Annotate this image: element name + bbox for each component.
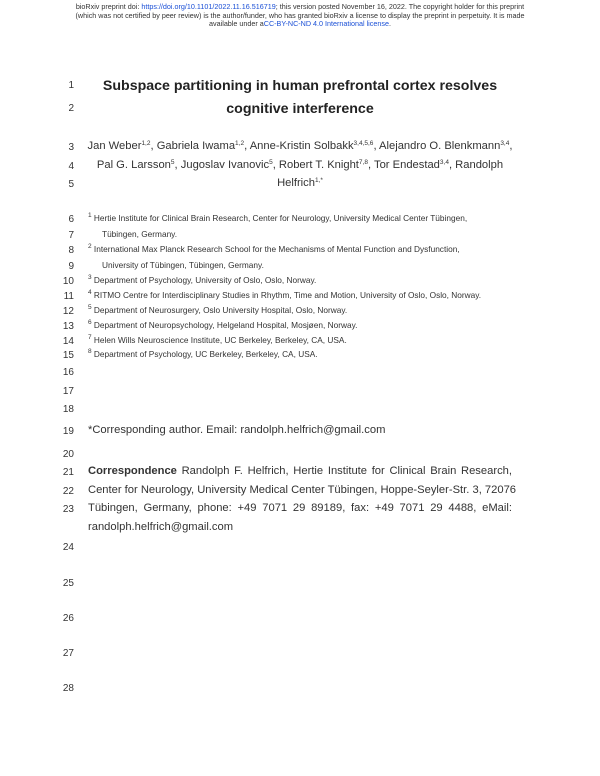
correspondence-line-3: Tübingen, Germany, phone: +49 7071 29 89189, fax: +49 7071 29 4488, eMail: [88,502,512,514]
line-number: 7 [68,230,74,241]
affiliation-number: 7 [88,334,92,341]
author-name: , Tor Endestad [367,159,440,171]
author-affiliation-marker: 1,* [314,177,323,184]
affiliation-number: 8 [88,348,92,355]
affiliation [88,290,528,300]
affiliation-text: Department of Neuropsychology, Helgeland Hospital, Mosjøen, Norway. [91,320,358,330]
line-number: 9 [68,261,74,272]
preprint-notice-text: bioRxiv preprint doi: [75,2,142,11]
affiliation-text: Department of Psychology, University of Oslo, Oslo, Norway. [91,275,317,285]
preprint-notice-text: (which was not certified by peer review) is the author/funder, who has granted bioRxiv a license to display the preprint in perpetuity. It is made [75,10,525,20]
line-number: 18 [62,404,74,415]
author-name: , Alejandro O. Blenkmann [373,140,501,152]
line-number: 28 [62,683,74,694]
line-number: 3 [68,142,74,153]
author-affiliation-marker: 5 [170,159,175,166]
line-number: 12 [62,306,74,317]
author-name: , Anne-Kristin Solbakk [244,140,354,152]
affiliation [88,244,528,254]
line-number: 16 [62,367,74,378]
author-name: , Jugoslav Ivanovic [174,159,270,171]
line-number: 8 [68,245,74,256]
affiliation [88,305,528,315]
paper-title-line-2: cognitive interference [226,101,374,117]
line-number: 14 [62,336,74,347]
line-number: 21 [62,467,74,478]
line-number: 4 [68,161,74,172]
author-list-line-1 [86,140,514,152]
line-number: 22 [62,486,74,497]
affiliation-text: Hertie Institute for Clinical Brain Research, Center for Neurology, University Medical Center Tübingen, [91,213,468,223]
preprint-notice-text: . [388,19,391,29]
license-link[interactable]: CC-BY-NC-ND 4.0 International license [263,19,389,29]
preprint-notice-text: available under a [209,19,264,29]
paper-title-line-1: Subspace partitioning in human prefrontal cortex resolves [102,78,498,94]
author-list-line-3 [86,177,514,189]
line-number: 2 [68,103,74,114]
line-number: 27 [62,648,74,659]
line-number: 24 [62,542,74,553]
affiliation-text: Department of Neurosurgery, Oslo University Hospital, Oslo, Norway. [91,305,348,315]
affiliation-continuation: University of Tübingen, Tübingen, Germany. [102,260,264,270]
author-affiliation-marker: 7,8 [358,159,368,166]
correspondence-label: Correspondence [88,465,177,477]
author-name: Helfrich [277,177,315,189]
affiliation-text: Helen Wills Neuroscience Institute, UC Berkeley, Berkeley, CA, USA. [91,335,347,345]
author-affiliation-marker: 3,4 [500,140,510,147]
affiliation [88,349,528,359]
author-separator: , [509,140,513,152]
affiliation-text: International Max Planck Research School for the Mechanisms of Mental Function and Dysfunction, [91,244,460,254]
line-number: 26 [62,613,74,624]
author-name: Pal G. Larsson [96,159,171,171]
line-number: 20 [62,449,74,460]
author-affiliation-marker: 3,4 [439,159,449,166]
line-number: 23 [62,504,74,515]
line-number: 15 [62,350,74,361]
doi-link[interactable]: https://doi.org/10.1101/2022.11.16.516719 [141,2,276,11]
correspondence-email[interactable]: randolph.helfrich@gmail.com [88,521,234,533]
author-name: , Robert T. Knight [272,159,359,171]
line-number: 17 [62,386,74,397]
line-number: 5 [68,179,74,190]
author-affiliation-marker: 1,2 [235,140,245,147]
affiliation-number: 3 [88,274,92,281]
author-name: , Randolph [448,159,504,171]
correspondence-line-2: Center for Neurology, University Medical Center Tübingen, Hoppe-Seyler-Str. 3, 72076 [88,484,517,496]
affiliation-number: 1 [88,212,92,219]
line-number: 11 [63,291,74,302]
affiliation [88,275,528,285]
preprint-notice [0,3,600,29]
affiliation-text: Department of Psychology, UC Berkeley, Berkeley, CA, USA. [91,349,318,359]
affiliation [88,213,528,223]
affiliation-number: 2 [88,243,92,250]
affiliation-text: RITMO Centre for Interdisciplinary Studies in Rhythm, Time and Motion, University of Oslo, Oslo, Norway. [91,290,482,300]
line-number: 10 [62,276,74,287]
line-number: 19 [62,426,74,437]
correspondence-line-1 [88,465,512,477]
correspondence-text: Randolph F. Helfrich, Hertie Institute for Clinical Brain Research, [176,465,512,477]
affiliation [88,335,528,345]
corresponding-author-note: *Corresponding author. Email: randolph.helfrich@gmail.com [88,424,386,436]
author-name: , Gabriela Iwama [150,140,236,152]
line-number: 13 [62,321,74,332]
author-affiliation-marker: 3,4,5,6 [353,140,374,147]
affiliation-number: 4 [88,289,92,296]
affiliation-number: 6 [88,319,92,326]
author-affiliation-marker: 1,2 [141,140,151,147]
affiliation [88,320,528,330]
author-name: Jan Weber [87,140,142,152]
preprint-notice-text: ; this version posted November 16, 2022. The copyright holder for this preprint [275,2,525,11]
line-number: 6 [68,214,74,225]
affiliation-number: 5 [88,304,92,311]
line-number: 1 [68,80,74,91]
line-number: 25 [62,578,74,589]
author-list-line-2 [86,159,514,171]
author-affiliation-marker: 5 [269,159,273,166]
affiliation-continuation: Tübingen, Germany. [102,229,178,239]
